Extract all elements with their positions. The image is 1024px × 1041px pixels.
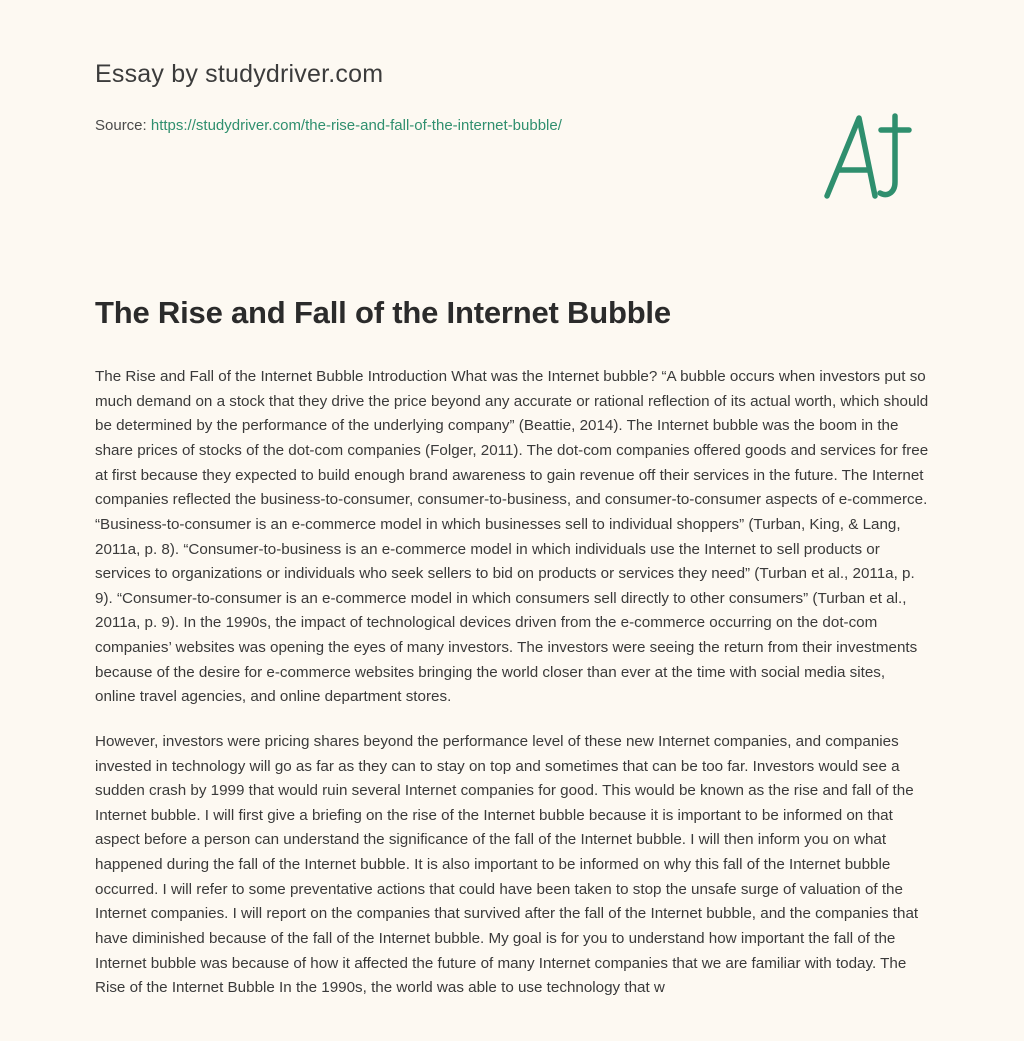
essay-byline: Essay by studydriver.com [95, 60, 384, 88]
source-label: Source: [95, 117, 151, 134]
body-paragraph: The Rise and Fall of the Internet Bubble Introduction What was the Internet bubble? “A bubble occurs when investors put so much demand on a stock that they drive the price beyond any accurate or rational reflection of its actual worth, which should be determined by the performance of the underlying company” (Beattie, 2014). The Internet bubble was the boom in the share prices of stocks of the dot-com companies (Folger, 2011). The dot-com companies offered goods and services for free at first because they expected to build enough brand awareness to gain revenue off their services in the future. The Internet companies reflected the business-to-consumer, consumer-to-business, and consumer-to-consumer aspects of e-commerce. “Business-to-consumer is an e-commerce model in which businesses sell to individual shoppers” (Turban, King, & Lang, 2011a, p. 8). “Consumer-to-business is an e-commerce model in which individuals use the Internet to sell products or services to organizations or individuals who seek sellers to bid on products or services they need” (Turban et al., 2011a, p. 9). “Consumer-to-consumer is an e-commerce model in which consumers sell directly to other consumers” (Turban et al., 2011a, p. 9). In the 1990s, the impact of technological devices driven from the e-commerce occurring on the dot-com companies’ websites was opening the eyes of many investors. The investors were seeing the return from their investments because of the desire for e-commerce websites bringing the world closer than ever at the time with social media sites, online travel agencies, and online department stores. [95, 368, 929, 706]
source-line [95, 117, 929, 134]
body-paragraph: However, investors were pricing shares beyond the performance level of these new Internet companies, and companies invested in technology will go as far as they can to stay on top and sometimes that can be too far. Investors would see a sudden crash by 1999 that would ruin several Internet companies for good. This would be known as the rise and fall of the Internet bubble. I will first give a briefing on the rise of the Internet bubble because it is important to be informed on that aspect before a person can understand the significance of the fall of the Internet bubble. I will then inform you on what happened during the fall of the Internet bubble. It is also important to be informed on why this fall of the Internet bubble occurred. I will refer to some preventative actions that could have been taken to stop the unsafe surge of valuation of the Internet companies. I will report on the companies that survived after the fall of the Internet bubble, and the companies that have diminished because of the fall of the Internet bubble. My goal is for you to understand how important the fall of the Internet bubble was because of how it affected the future of many Internet companies that we are familiar with today. The Rise of the Internet Bubble In the 1990s, the world was able to use technology that w [95, 732, 919, 997]
source-url-link[interactable]: https://studydriver.com/the-rise-and-fall-of-the-internet-bubble/ [150, 117, 562, 134]
document-header [95, 60, 929, 134]
page-title: The Rise and Fall of the Internet Bubble [95, 295, 671, 330]
document-body [95, 365, 929, 1001]
studydriver-monogram-logo [809, 100, 929, 210]
